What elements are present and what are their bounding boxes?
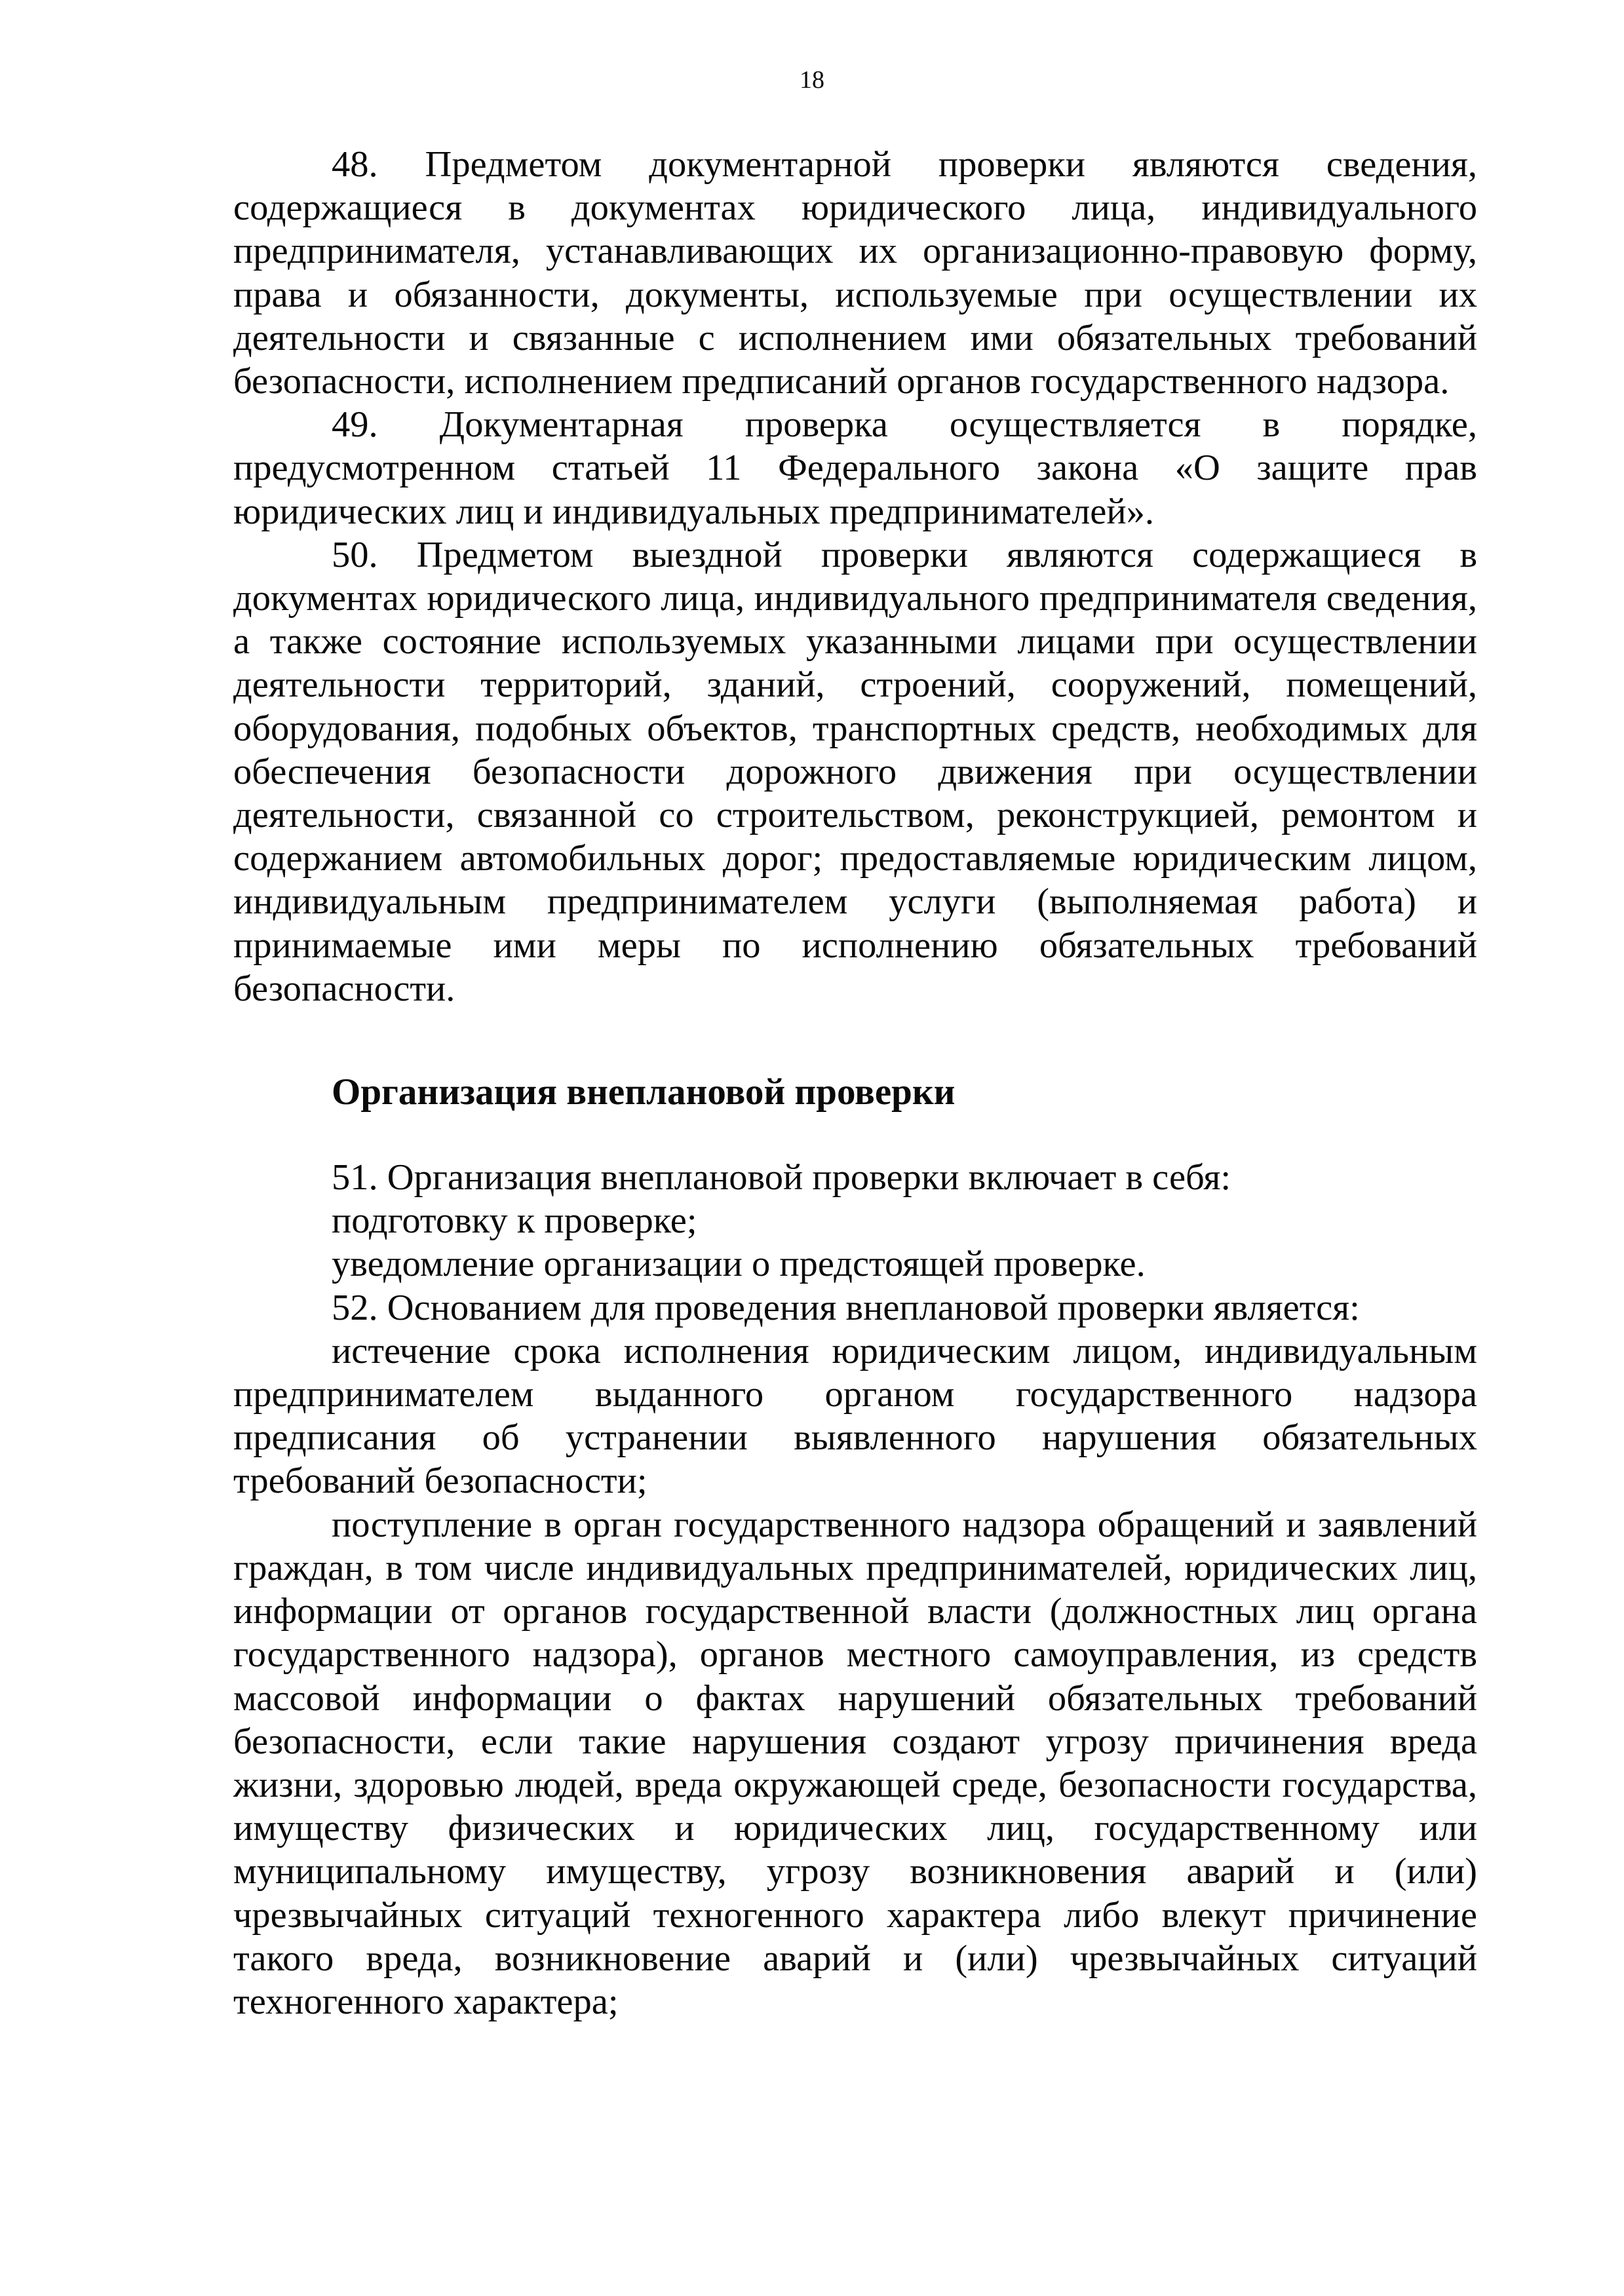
- paragraph-51-sub2: уведомление организации о предстоящей проверке.: [332, 1244, 1146, 1285]
- paragraph-51-intro: 51. Организация внеплановой проверки включает в себя:: [332, 1157, 1231, 1198]
- paragraph-52-basis1: истечение срока исполнения юридическим лицом, индивидуальным предпринимателем выданного органом государственного надзора предписания об устранении выявленного нарушения обязательных требований безопасности;: [233, 1330, 1477, 1502]
- section-heading: Организация внеплановой проверки: [332, 1071, 956, 1113]
- document-body: [233, 143, 1477, 2023]
- paragraph-52-basis2: поступление в орган государственного надзора обращений и заявлений граждан, в том числе индивидуальных предпринимателей, юридических лиц, информации от органов государственной власти (должностных лиц органа государственного надзора), органов местного самоуправления, из средств массовой информации о фактах нарушений обязательных требований безопасности, если такие нарушения создают угрозу причинения вреда жизни, здоровью людей, вреда окружающей среде, безопасности государства, имуществу физических и юридических лиц, государственному или муниципальному имуществу, угрозу возникновения аварий и (или) чрезвычайных ситуаций техногенного характера либо влекут причинение такого вреда, возникновение аварий и (или) чрезвычайных ситуаций техногенного характера;: [233, 1504, 1477, 2022]
- paragraph-49: 49. Документарная проверка осуществляется в порядке, предусмотренном статьей 11 Федерального закона «О защите прав юридических лиц и индивидуальных предпринимателей».: [233, 404, 1477, 532]
- paragraph-48: 48. Предметом документарной проверки являются сведения, содержащиеся в документах юридического лица, индивидуального предпринимателя, устанавливающих их организационно-правовую форму, права и обязанности, документы, используемые при осуществлении их деятельности и связанные с исполнением ими обязательных требований безопасности, исполнением предписаний органов государственного надзора.: [233, 144, 1477, 402]
- paragraph-50: 50. Предметом выездной проверки являются содержащиеся в документах юридического лица, индивидуального предпринимателя сведения, а также состояние используемых указанными лицами при осуществлении деятельности территорий, зданий, строений, сооружений, помещений, оборудования, подобных объектов, транспортных средств, необходимых для обеспечения безопасности дорожного движения при осуществлении деятельности, связанной со строительством, реконструкцией, ремонтом и содержанием автомобильных дорог; предоставляемые юридическим лицом, индивидуальным предпринимателем услуги (выполняемая работа) и принимаемые ими меры по исполнению обязательных требований безопасности.: [233, 534, 1477, 1009]
- paragraph-51-sub1: подготовку к проверке;: [332, 1200, 697, 1242]
- page-number: 18: [800, 66, 824, 94]
- paragraph-52-intro: 52. Основанием для проведения внеплановой проверки является:: [332, 1287, 1360, 1328]
